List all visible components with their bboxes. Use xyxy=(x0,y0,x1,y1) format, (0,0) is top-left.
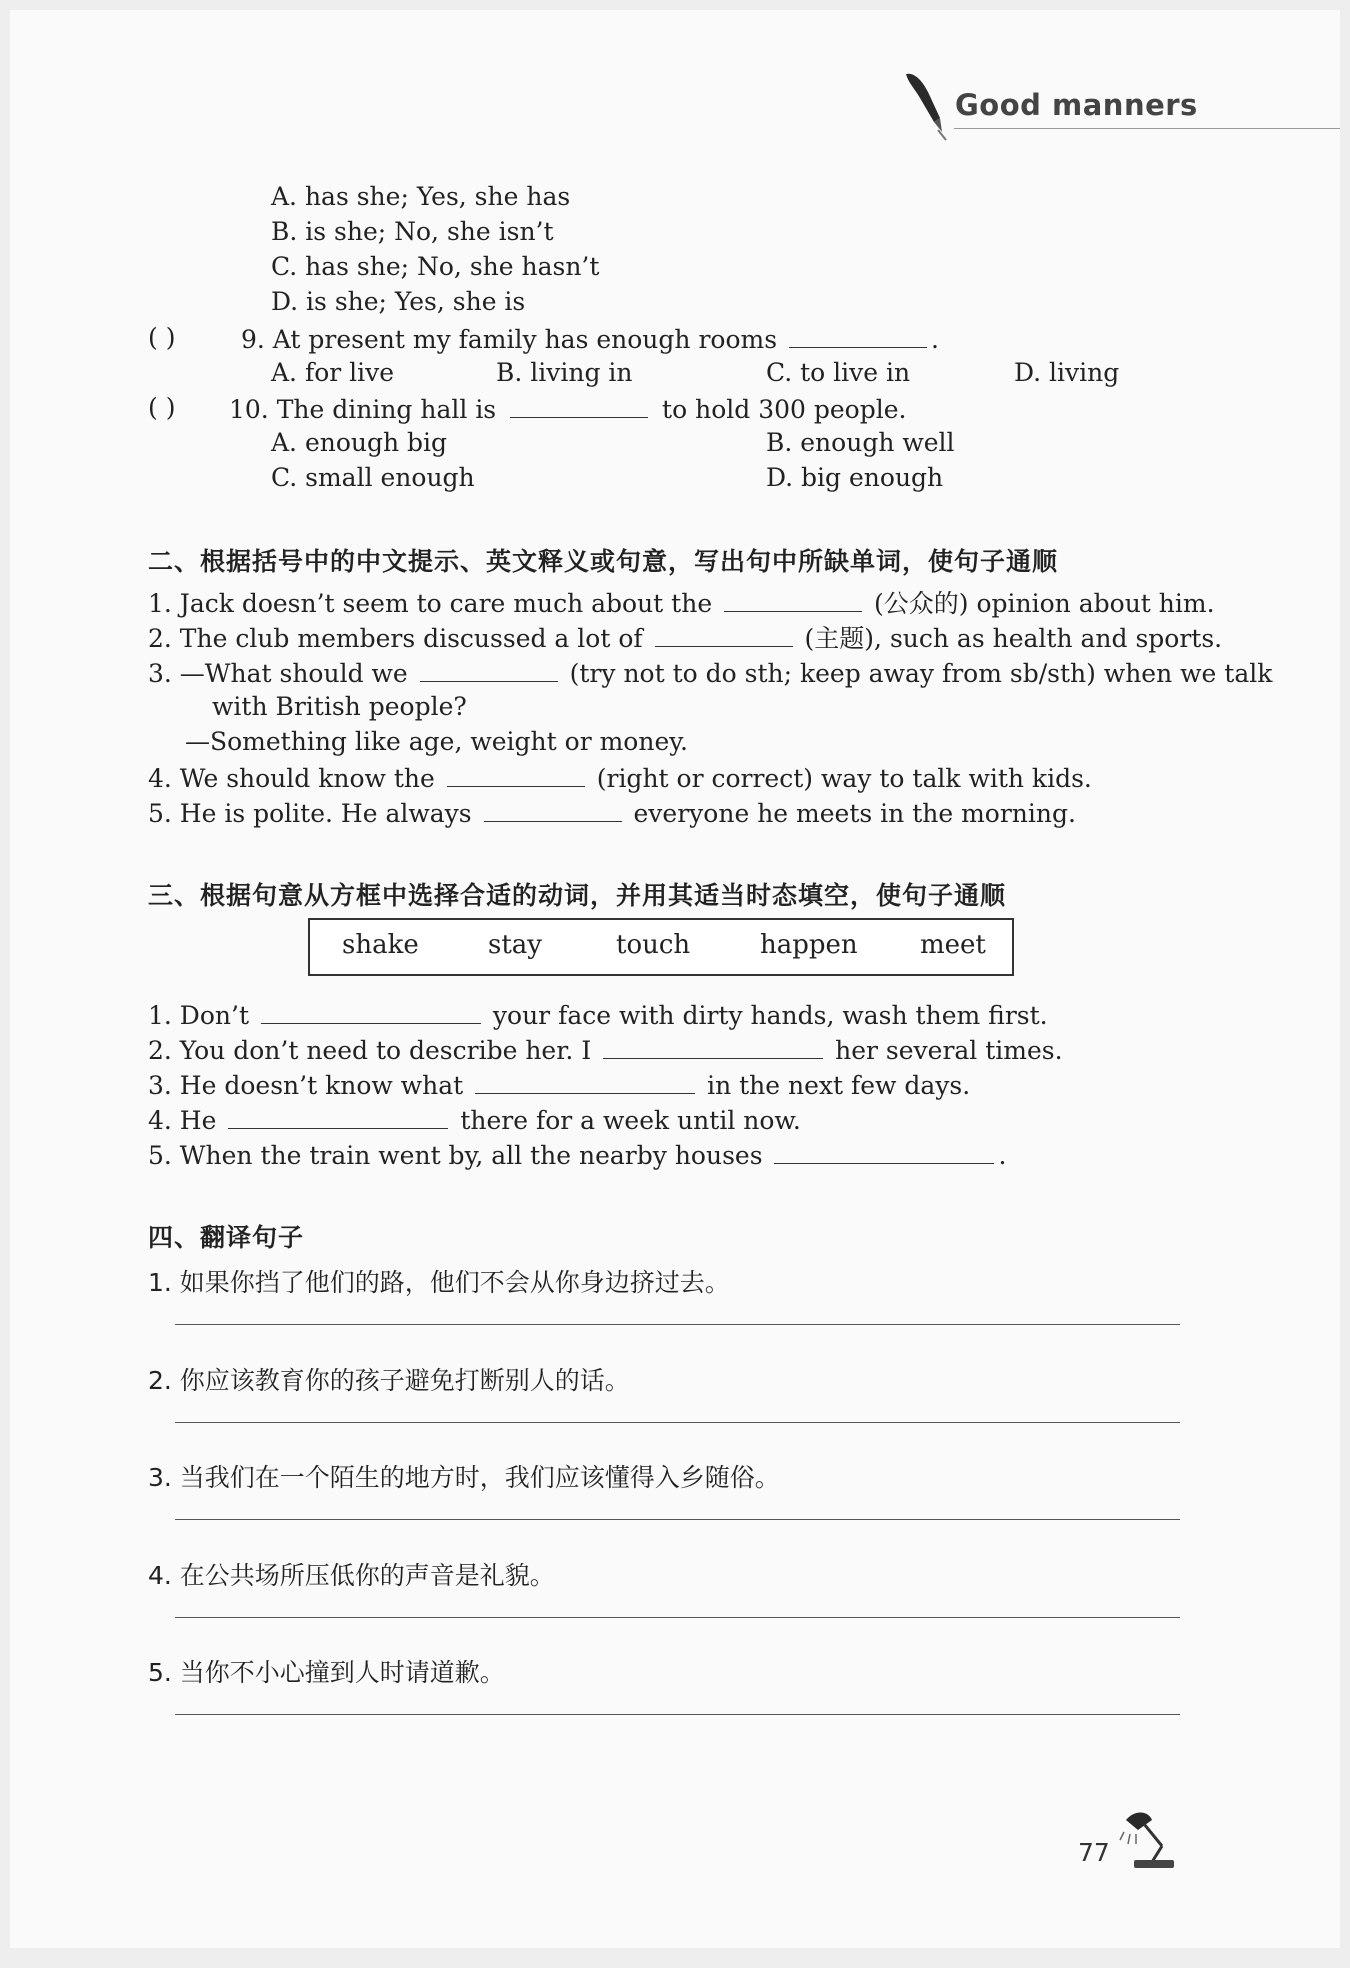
section4-heading: 四、翻译句子 xyxy=(148,1223,305,1252)
desk-lamp-icon xyxy=(1118,1806,1180,1870)
s4-item-4: 4. 在公共场所压低你的声音是礼貌。 xyxy=(148,1561,555,1590)
s2-item-2-blank[interactable] xyxy=(655,620,793,647)
q9-option-c: C. to live in xyxy=(766,358,911,387)
header-rule xyxy=(954,128,1340,129)
s2-item-3-pre: 3. —What should we xyxy=(148,659,408,688)
s4-item-1: 1. 如果你挡了他们的路，他们不会从你身边挤过去。 xyxy=(148,1268,730,1297)
s3-item-2 xyxy=(148,1032,1063,1068)
pen-icon xyxy=(900,70,950,142)
s2-item-4-blank[interactable] xyxy=(447,760,585,787)
s2-item-5-post: everyone he meets in the morning. xyxy=(633,799,1076,828)
word-bank-word: shake xyxy=(342,930,419,960)
word-bank-box xyxy=(308,918,1014,976)
q10-option-a: A. enough big xyxy=(271,428,448,457)
s2-item-2-post: (主题), such as health and sports. xyxy=(804,624,1223,653)
s3-item-5-post: . xyxy=(998,1141,1007,1170)
s2-item-1-post: (公众的) opinion about him. xyxy=(874,589,1215,618)
s4-item-1-answer-line[interactable] xyxy=(175,1324,1180,1325)
q10-answer-paren[interactable]: ( ) xyxy=(148,393,176,422)
s4-item-3-answer-line[interactable] xyxy=(175,1519,1180,1520)
q9-stem xyxy=(241,321,939,357)
s2-item-1-pre: 1. Jack doesn’t seem to care much about the xyxy=(148,589,713,618)
s2-item-5-blank[interactable] xyxy=(484,795,622,822)
q10-blank[interactable] xyxy=(510,391,648,418)
s3-item-1-pre: 1. Don’t xyxy=(148,1001,249,1030)
s2-item-4-pre: 4. We should know the xyxy=(148,764,435,793)
s3-item-3-pre: 3. He doesn’t know what xyxy=(148,1071,464,1100)
word-bank-word: touch xyxy=(616,930,691,960)
s4-item-5: 5. 当你不小心撞到人时请道歉。 xyxy=(148,1658,505,1687)
workbook-page xyxy=(10,10,1340,1948)
q10-stem-text: 10. The dining hall is xyxy=(229,395,497,424)
s4-item-3: 3. 当我们在一个陌生的地方时，我们应该懂得入乡随俗。 xyxy=(148,1463,780,1492)
s2-item-4-post: (right or correct) way to talk with kids. xyxy=(596,764,1092,793)
s3-item-5-blank[interactable] xyxy=(774,1137,994,1164)
word-bank-word: meet xyxy=(920,930,986,960)
s2-item-3 xyxy=(148,655,1272,691)
s2-item-3-cont2: —Something like age, weight or money. xyxy=(185,727,688,756)
s3-item-5 xyxy=(148,1137,1006,1173)
q10-stem xyxy=(229,391,906,427)
q9-option-d: D. living xyxy=(1014,358,1120,387)
q9-blank[interactable] xyxy=(789,321,927,348)
s3-item-5-pre: 5. When the train went by, all the nearby houses xyxy=(148,1141,763,1170)
s3-item-4 xyxy=(148,1102,801,1138)
s4-item-2: 2. 你应该教育你的孩子避免打断别人的话。 xyxy=(148,1366,630,1395)
q8-option-a: A. has she; Yes, she has xyxy=(271,182,571,211)
page-number: 77 xyxy=(1078,1838,1110,1867)
s2-item-2 xyxy=(148,620,1222,656)
q9-answer-paren[interactable]: ( ) xyxy=(148,323,176,352)
header-title: Good manners xyxy=(955,88,1198,122)
s2-item-3-cont1: with British people? xyxy=(212,692,467,721)
s3-item-4-pre: 4. He xyxy=(148,1106,217,1135)
q8-option-b: B. is she; No, she isn’t xyxy=(271,217,554,246)
s2-item-4 xyxy=(148,760,1092,796)
q10-stem-end: to hold 300 people. xyxy=(662,395,907,424)
q8-option-d: D. is she; Yes, she is xyxy=(271,287,526,316)
q9-option-a: A. for live xyxy=(271,358,395,387)
s3-item-2-pre: 2. You don’t need to describe her. I xyxy=(148,1036,592,1065)
s3-item-2-blank[interactable] xyxy=(603,1032,823,1059)
word-bank-word: stay xyxy=(488,930,542,960)
s2-item-1 xyxy=(148,585,1215,621)
q10-option-b: B. enough well xyxy=(766,428,955,457)
s3-item-1-blank[interactable] xyxy=(261,997,481,1024)
s4-item-5-answer-line[interactable] xyxy=(175,1714,1180,1715)
s3-item-4-blank[interactable] xyxy=(228,1102,448,1129)
section3-heading: 三、根据句意从方框中选择合适的动词，并用其适当时态填空，使句子通顺 xyxy=(148,881,1007,910)
q8-option-c: C. has she; No, she hasn’t xyxy=(271,252,600,281)
s3-item-2-post: her several times. xyxy=(835,1036,1063,1065)
q10-option-d: D. big enough xyxy=(766,463,944,492)
section2-heading: 二、根据括号中的中文提示、英文释义或句意，写出句中所缺单词，使句子通顺 xyxy=(148,547,1059,576)
q9-stem-text: 9. At present my family has enough rooms xyxy=(241,325,778,354)
s2-item-3-blank[interactable] xyxy=(420,655,558,682)
q9-stem-end: . xyxy=(931,325,939,354)
s2-item-5 xyxy=(148,795,1076,831)
s3-item-4-post: there for a week until now. xyxy=(460,1106,801,1135)
s4-item-2-answer-line[interactable] xyxy=(175,1422,1180,1423)
s2-item-2-pre: 2. The club members discussed a lot of xyxy=(148,624,643,653)
s2-item-5-pre: 5. He is polite. He always xyxy=(148,799,472,828)
s3-item-3-post: in the next few days. xyxy=(707,1071,971,1100)
s3-item-1 xyxy=(148,997,1048,1033)
s2-item-3-post: (try not to do sth; keep away from sb/sth) when we talk xyxy=(569,659,1273,688)
s3-item-3 xyxy=(148,1067,970,1103)
s2-item-1-blank[interactable] xyxy=(724,585,862,612)
s3-item-3-blank[interactable] xyxy=(475,1067,695,1094)
q9-option-b: B. living in xyxy=(496,358,633,387)
q10-option-c: C. small enough xyxy=(271,463,475,492)
s3-item-1-post: your face with dirty hands, wash them first. xyxy=(492,1001,1048,1030)
word-bank-word: happen xyxy=(760,930,858,960)
s4-item-4-answer-line[interactable] xyxy=(175,1617,1180,1618)
